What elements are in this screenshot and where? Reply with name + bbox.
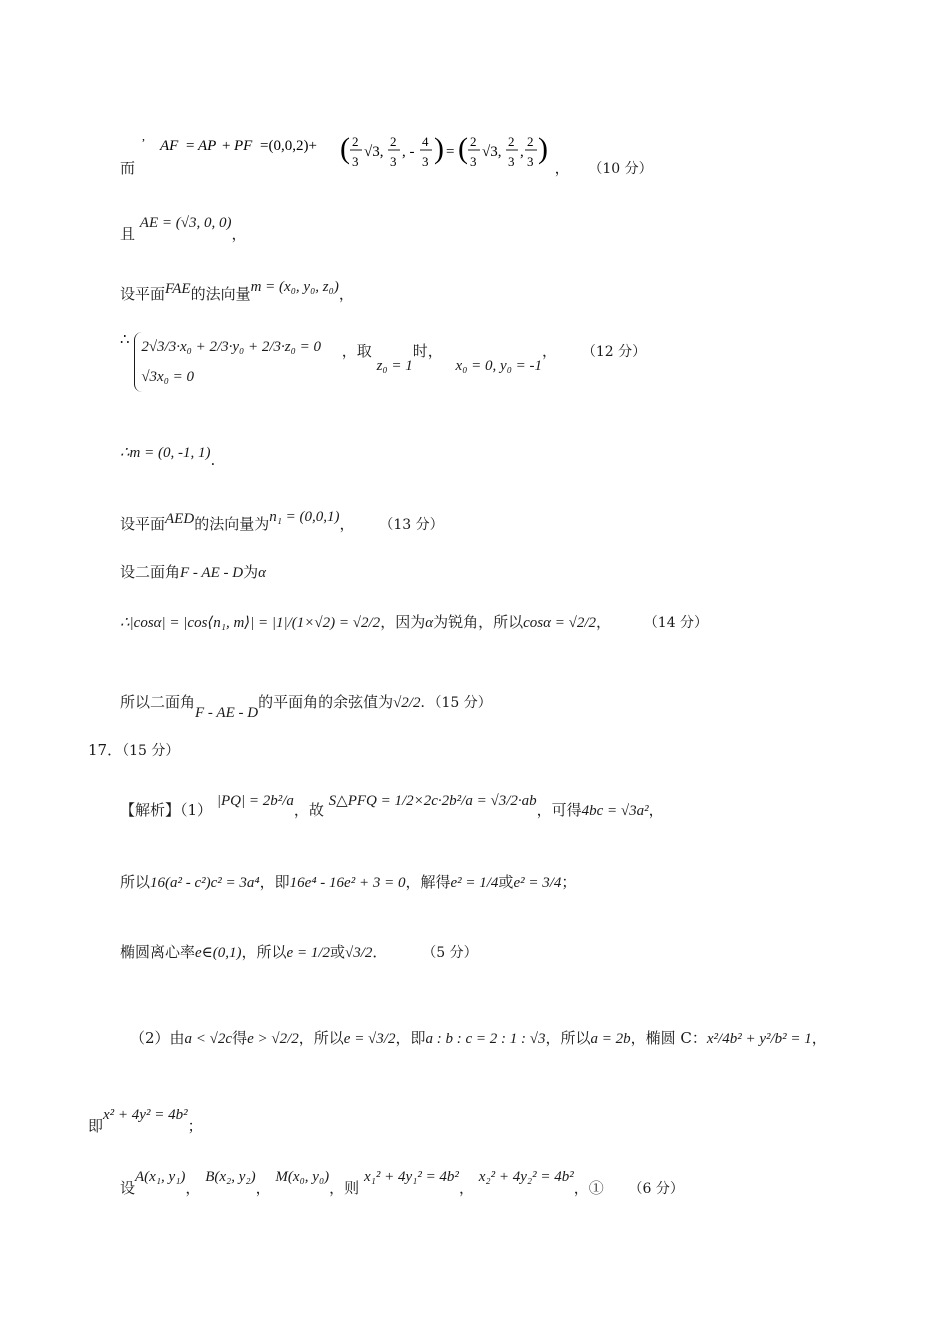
- solution-part1-line: 【解析】（1） |PQ| = 2b²/a，故 S△PFQ = 1/2×2c·2b²/a = √3/2·ab，可得4bc = √3a²，: [120, 793, 664, 819]
- m-result-expr: ∴m = (0, -1, 1): [120, 445, 211, 461]
- e-value-1: e = 1/2: [286, 945, 330, 961]
- text-get: ，可得: [536, 801, 582, 819]
- point-b-on-ellipse: x₂² + 4y₂² = 4b²: [478, 1169, 574, 1185]
- svg-text:3: 3: [389, 154, 397, 169]
- svg-text:,: ,: [519, 144, 524, 160]
- prefix-she: 设: [120, 1179, 136, 1197]
- score-6: （6 分）: [628, 1181, 684, 1197]
- text-so-4: ，所以: [298, 1029, 344, 1047]
- circled-one: ①: [588, 1179, 604, 1197]
- svg-text:AF: AF: [159, 138, 179, 154]
- e-squared-1: e² = 1/4: [450, 875, 499, 891]
- cosine-value: √2/2: [393, 695, 421, 711]
- score-15: ．（15 分）: [420, 695, 492, 711]
- text-cosine-value: 的平面角的余弦值为: [258, 693, 394, 711]
- question-17-header: [88, 740, 179, 761]
- score-10: （10 分）: [588, 161, 653, 177]
- svg-text:√3,: √3,: [481, 144, 502, 160]
- svg-text:2: 2: [469, 134, 477, 149]
- svg-text:): ): [537, 132, 548, 165]
- alpha-symbol: α: [258, 565, 266, 581]
- point-a: A(x₁, y₁): [135, 1169, 186, 1185]
- text-get-2: 得: [232, 1029, 248, 1047]
- score-14: （14 分）: [643, 615, 709, 631]
- ae-vector-expr: AE = (√3, 0, 0): [139, 215, 232, 231]
- cond-z0: z₀ = 1: [376, 358, 413, 374]
- m-result-line: ∴m = (0, -1, 1).: [120, 445, 216, 469]
- text-set-dihedral: 设二面角: [120, 563, 181, 581]
- cos-alpha-result: cosα = √2/2: [523, 615, 596, 631]
- question-score: （15 分）: [122, 743, 180, 759]
- triangle-area-expr: S△PFQ = 1/2×2c·2b²/a = √3/2·ab: [328, 793, 537, 809]
- eccentricity-result-line: 椭圆离心率e∈(0,1)，所以e = 1/2或√3/2． （5 分）: [120, 943, 478, 961]
- plane-fae: FAE: [165, 281, 191, 297]
- text-be: 为: [243, 563, 259, 581]
- ellipse-simplified-line: 即x² + 4y² = 4b²；: [88, 1107, 203, 1135]
- text-because: ，因为: [380, 613, 426, 631]
- question-number: 17．: [88, 741, 123, 759]
- e-quartic-expr: 16e⁴ - 16e² + 3 = 0: [289, 875, 406, 891]
- equation-system-line: ∴ 2√3/3·x₀ + 2/3·y₀ + 2/3·z₀ = 0 √3x₀ = 0 ，取 z₀ = 1时， x₀ = 0, y₀ = -1， （12 分）: [120, 332, 646, 406]
- text-so: ，故: [293, 801, 324, 819]
- pq-length-expr: |PQ| = 2b²/a: [216, 793, 294, 809]
- m-vector-expr: m = (x₀, y₀, z₀): [250, 279, 339, 295]
- text-set-plane: 设平面: [120, 285, 166, 303]
- score-12: （12 分）: [581, 344, 647, 360]
- text-or-2: 或: [330, 943, 346, 961]
- svg-text:2: 2: [526, 134, 534, 149]
- plane-fae-normal-line: 设平面FAE的法向量m = (x₀, y₀, z₀)，: [120, 279, 354, 303]
- a-equals-2b: a = 2b: [590, 1031, 631, 1047]
- svg-text:+: +: [221, 138, 231, 154]
- prefix-er: 而: [120, 159, 136, 177]
- part-2-label: （2）由: [130, 1029, 185, 1047]
- text-take: ，取: [341, 342, 372, 360]
- alpha-symbol-2: α: [425, 615, 434, 631]
- dihedral-angle-line: [120, 562, 266, 583]
- dihedral-angle-name: F - AE - D: [180, 565, 244, 581]
- ellipse-simplified-expr: x² + 4y² = 4b²: [103, 1107, 188, 1123]
- e-squared-2: e² = 3/4: [513, 875, 562, 891]
- svg-text:, -: , -: [401, 144, 415, 160]
- text-solve: ，解得: [405, 873, 451, 891]
- svg-text:2: 2: [507, 134, 515, 149]
- text-normal-vector-is: 的法向量为: [194, 515, 270, 533]
- point-a-on-ellipse: x₁² + 4y₁² = 4b²: [363, 1169, 459, 1185]
- svg-text:PF: PF: [233, 138, 253, 154]
- dihedral-angle-name-2: F - AE - D: [195, 705, 259, 721]
- svg-text:√3,: √3,: [363, 144, 384, 160]
- text-so-dihedral: 所以二面角: [120, 693, 196, 711]
- system-eq1: 2√3/3·x₀ + 2/3·y₀ + 2/3·z₀ = 0: [141, 339, 321, 355]
- text-when: 时，: [412, 342, 443, 360]
- e-range-expr: e∈(0,1): [195, 945, 242, 961]
- text-so-5: ，所以: [545, 1029, 591, 1047]
- cos-alpha-expr: ∴|cosα| = |cos⟨n₁, m⟩| = |1|/(1×√2) = √2/2: [120, 615, 381, 631]
- e-value-2: √3/2: [345, 945, 373, 961]
- ac-equation-expr: 16(a² - c²)c² = 3a⁴: [150, 875, 260, 891]
- prefix-qie: 且: [120, 225, 136, 243]
- svg-text:(: (: [339, 132, 350, 165]
- e-inequality: e > √2/2: [247, 1031, 299, 1047]
- score-13: （13 分）: [379, 517, 444, 533]
- svg-text:): ): [433, 132, 444, 165]
- svg-text:3: 3: [469, 154, 477, 169]
- svg-text:4: 4: [421, 134, 429, 149]
- svg-text:2: 2: [351, 134, 359, 149]
- svg-text:3: 3: [526, 154, 534, 169]
- eccentricity-equation-line: 所以16(a² - c²)c² = 3a⁴，即16e⁴ - 16e² + 3 = 0，解得e² = 1/4或e² = 3/4；: [120, 873, 577, 891]
- svg-text:=: =: [445, 144, 455, 160]
- svg-text:3: 3: [421, 154, 429, 169]
- equation-system: [134, 332, 321, 392]
- text-ie-2: ，即: [395, 1029, 426, 1047]
- svg-text:2: 2: [389, 134, 397, 149]
- point-m: M(x₀, y₀): [275, 1169, 330, 1185]
- text-normal-vector: 的法向量: [190, 285, 251, 303]
- conclusion-line: [120, 692, 492, 721]
- analysis-heading: 【解析】: [120, 801, 181, 819]
- af-vector-line: 而 , AF = AP + PF =(0,0,2)+ ( 2 3 √3, 2 3 , - 4 3 ) = ( 2 3 √3, 2 3 , 2 3 ) ， （10 分）: [120, 132, 653, 180]
- text-so-2: 所以: [120, 873, 151, 891]
- text-acute: 为锐角，所以: [433, 613, 524, 631]
- svg-text:=(0,0,2)+: =(0,0,2)+: [259, 138, 317, 154]
- svg-text:(: (: [457, 132, 468, 165]
- system-eq2: √3x₀ = 0: [141, 369, 195, 385]
- bc-relation-expr: 4bc = √3a²: [581, 803, 649, 819]
- text-set-plane-2: 设平面: [120, 515, 166, 533]
- svg-text:3: 3: [351, 154, 359, 169]
- text-or: 或: [498, 873, 514, 891]
- prefix-ji: 即: [88, 1117, 104, 1135]
- svg-text:=: =: [185, 138, 195, 154]
- text-ie: ，即: [259, 873, 290, 891]
- plane-aed: AED: [165, 511, 195, 527]
- svg-text:3: 3: [507, 154, 515, 169]
- text-eccentricity: 椭圆离心率: [120, 943, 196, 961]
- svg-text:AP: AP: [197, 138, 217, 154]
- result-x0-y0: x₀ = 0, y₀ = -1: [455, 358, 543, 374]
- text-then: ，则: [329, 1179, 360, 1197]
- point-b: B(x₂, y₂): [205, 1169, 256, 1185]
- cos-alpha-line: ∴|cosα| = |cos⟨n₁, m⟩| = |1|/(1×√2) = √2/2，因为α为锐角，所以cosα = √2/2， （14 分）: [120, 613, 709, 631]
- plane-aed-normal-line: 设平面AED的法向量为n₁ = (0,0,1)， （13 分）: [120, 509, 444, 533]
- e-value-3: e = √3/2: [343, 1031, 396, 1047]
- svg-text:,: ,: [141, 132, 145, 143]
- abc-ratio: a : b : c = 2 : 1 : √3: [425, 1031, 546, 1047]
- text-so-3: ，所以: [241, 943, 287, 961]
- points-setup-line: 设A(x₁, y₁)， B(x₂, y₂)， M(x₀, y₀)，则 x₁² + 4y₁² = 4b²， x₂² + 4y₂² = 4b²，① （6 分）: [120, 1169, 684, 1197]
- ae-vector-line: 且 AE = (√3, 0, 0)，: [120, 215, 247, 243]
- part-1-label: （1）: [180, 801, 213, 819]
- a-c-inequality: a < √2c: [184, 1031, 233, 1047]
- ellipse-equation: x²/4b² + y²/b² = 1: [706, 1031, 812, 1047]
- af-vector-equation: [140, 132, 550, 178]
- text-ellipse-c: ，椭圆 C：: [630, 1029, 707, 1047]
- n1-vector-expr: n₁ = (0,0,1): [269, 509, 340, 525]
- score-5: （5 分）: [422, 945, 478, 961]
- solution-part2-line: （2）由a < √2c得e > √2/2，所以e = √3/2，即a : b : c = 2 : 1 : √3，所以a = 2b，椭圆 C：x²/4b² + y²/b² = 1，: [130, 1029, 827, 1047]
